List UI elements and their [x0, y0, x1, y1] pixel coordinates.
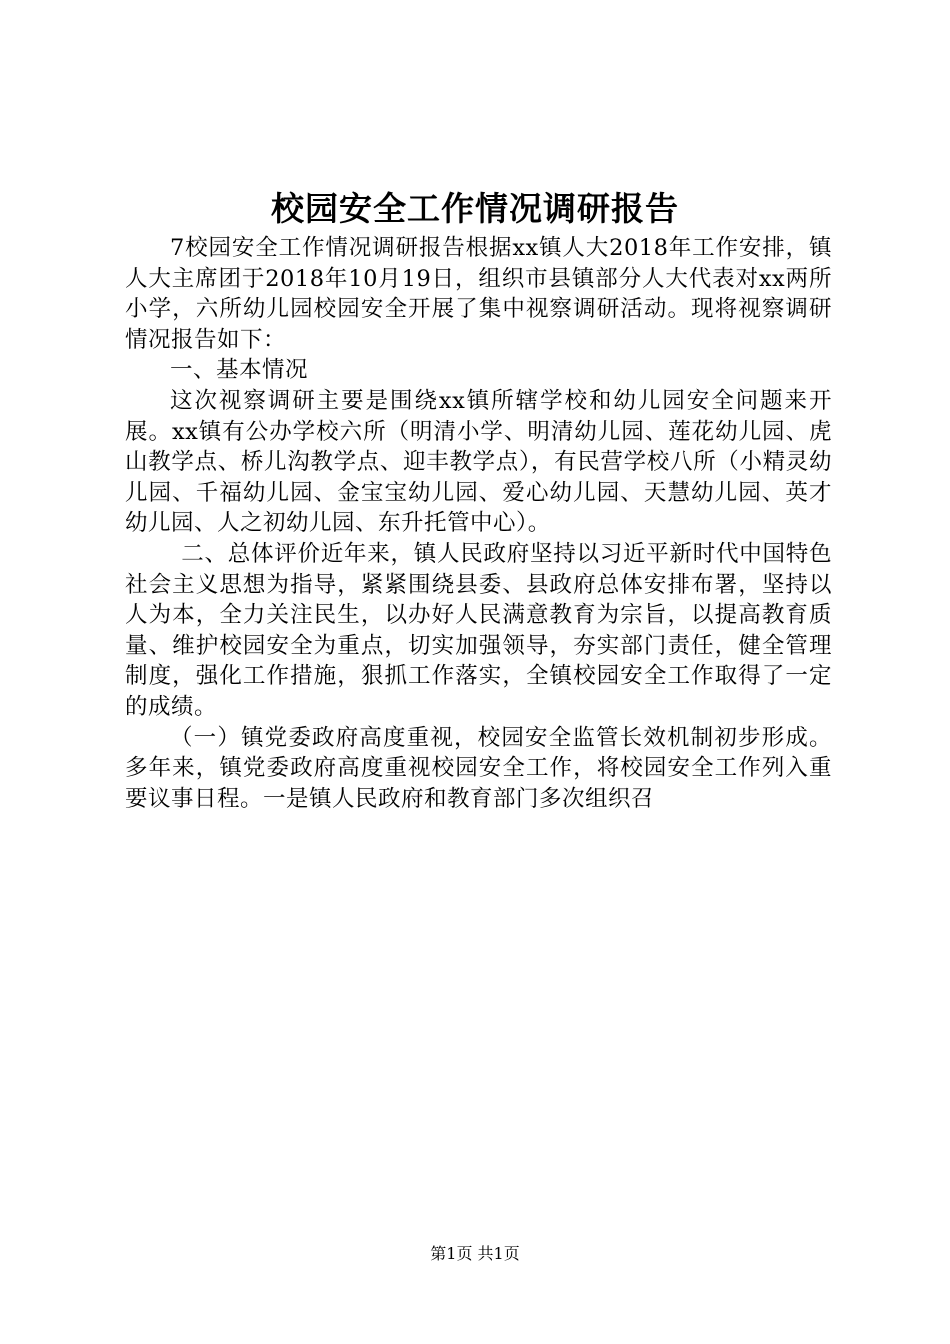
page-footer: 第1页 共1页 — [430, 1244, 520, 1263]
document-body — [125, 233, 832, 814]
basic-situation-paragraph: 这次视察调研主要是围绕xx镇所辖学校和幼儿园安全问题来开展。xx镇有公办学校六所（明清小学、明清幼儿园、莲花幼儿园、虎山教学点、桥儿沟教学点、迎丰教学点），有民营学校八所（小精灵幼儿园、千福幼儿园、金宝宝幼儿园、爱心幼儿园、天慧幼儿园、英才幼儿园、人之初幼儿园、东升托管中心）。 — [125, 387, 832, 537]
subsection-paragraph: （一）镇党委政府高度重视，校园安全监管长效机制初步形成。多年来，镇党委政府高度重视校园安全工作，将校园安全工作列入重要议事日程。一是镇人民政府和教育部门多次组织召 — [125, 724, 832, 812]
section-heading-basic: 一、基本情况 — [170, 357, 309, 384]
document-title: 校园安全工作情况调研报告 — [271, 189, 679, 228]
overall-evaluation-paragraph: 二、总体评价近年来，镇人民政府坚持以习近平新时代中国特色社会主义思想为指导，紧紧围绕县委、县政府总体安排布署，坚持以人为本，全力关注民生，以办好人民满意教育为宗旨，以提高教育质量、维护校园安全为重点，切实加强领导，夯实部门责任，健全管理制度，强化工作措施，狠抓工作落实，全镇校园安全工作取得了一定的成绩。 — [125, 540, 832, 720]
intro-paragraph: 7校园安全工作情况调研报告根据xx镇人大2018年工作安排，镇人大主席团于2018年10月19日，组织市县镇部分人大代表对xx两所小学，六所幼儿园校园安全开展了集中视察调研活动。现将视察调研情况报告如下： — [125, 235, 832, 353]
